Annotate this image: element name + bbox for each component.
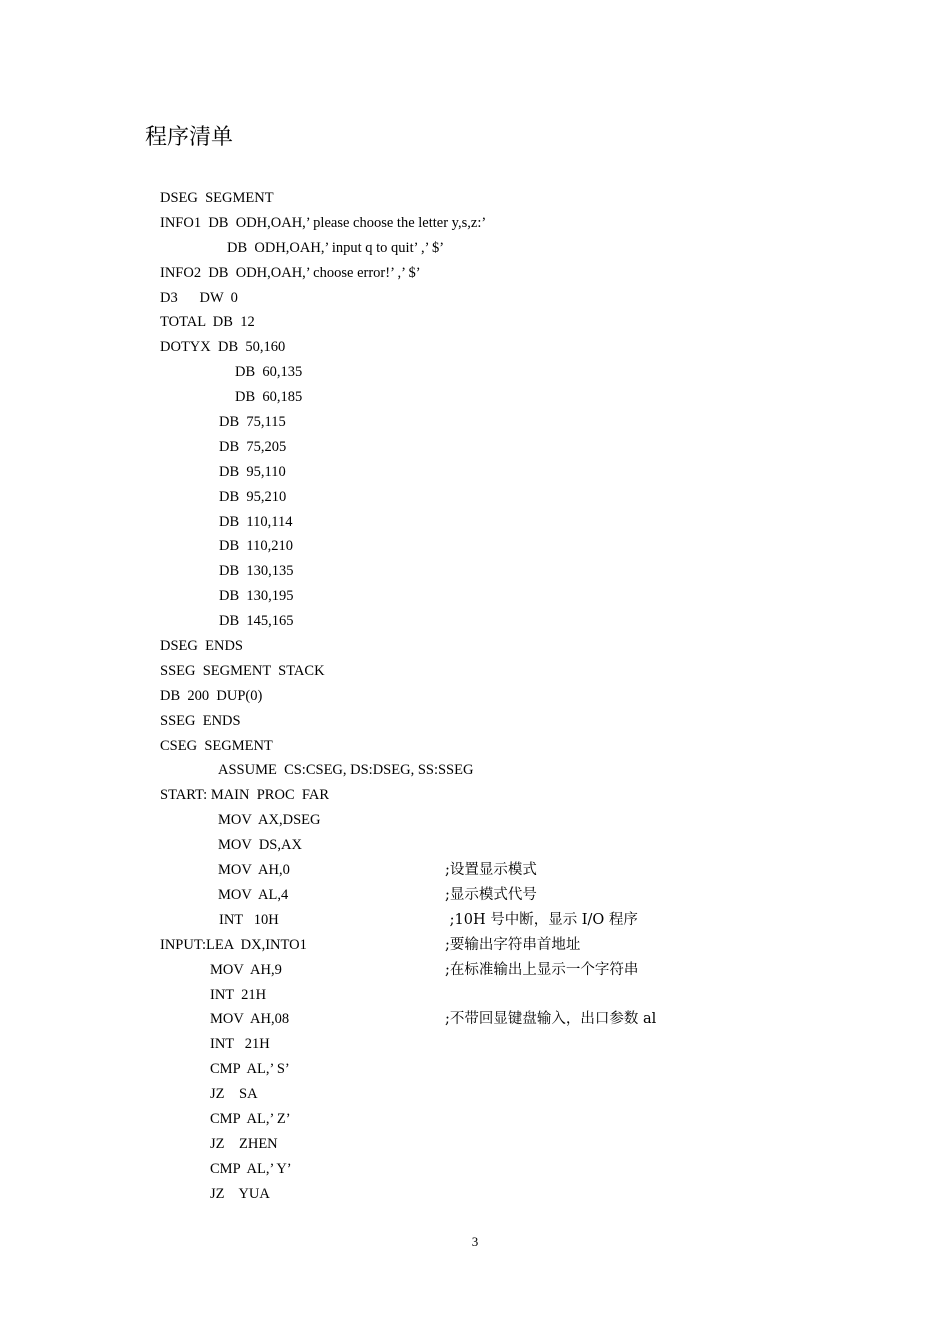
code-line: [160, 883, 860, 908]
code-text: DB 130,195: [219, 588, 294, 605]
code-text: CMP AL,’ S’: [210, 1061, 290, 1078]
code-text: DSEG SEGMENT: [160, 190, 274, 206]
code-text: DB 110,210: [219, 538, 293, 555]
code-text: ASSUME CS:CSEG, DS:DSEG, SS:SSEG: [218, 762, 474, 779]
code-line: [160, 460, 860, 485]
code-text: MOV AH,9: [210, 961, 282, 978]
page-number: 3: [471, 1234, 479, 1249]
code-text: START: MAIN PROC FAR: [160, 787, 329, 804]
code-line: [160, 983, 860, 1008]
code-text: DB 145,165: [219, 613, 294, 630]
code-line: [160, 310, 860, 335]
code-line: [160, 1082, 860, 1107]
code-text: CMP AL,’ Z’: [210, 1110, 291, 1127]
code-text: JZ YUA: [210, 1185, 270, 1202]
code-text: INFO2 DB ODH,OAH,’ choose error!’ ,’ $’: [160, 264, 421, 281]
code-text: MOV AL,4: [218, 886, 289, 903]
code-comment: ;要输出字符串首地址: [445, 936, 581, 953]
code-comment: ;显示模式代号: [445, 886, 537, 903]
code-text: DB 60,185: [235, 389, 303, 406]
code-line: [160, 1157, 860, 1182]
code-text: SSEG ENDS: [160, 712, 241, 729]
code-line: [160, 559, 860, 584]
code-line: [160, 435, 860, 460]
code-line: [160, 933, 860, 958]
code-text: DB 95,110: [219, 463, 286, 480]
code-text: JZ SA: [210, 1086, 258, 1103]
code-text: DB 200 DUP(0): [160, 687, 263, 704]
code-comment: ;不带回显键盘输入，出口参数 al: [445, 1011, 657, 1028]
code-line: [160, 684, 860, 709]
code-text: DOTYX DB 50,160: [160, 339, 286, 356]
code-text: INT 10H: [219, 911, 279, 928]
code-line: [160, 410, 860, 435]
code-text: INT 21H: [210, 1036, 270, 1053]
code-text: CSEG SEGMENT: [160, 737, 273, 754]
code-line: [160, 833, 860, 858]
code-line: [160, 709, 860, 734]
code-text: INPUT:LEA DX,INTO1: [160, 936, 307, 953]
code-line: [160, 1182, 860, 1207]
code-line: [160, 808, 860, 833]
code-comment: ;设置显示模式: [445, 862, 537, 879]
code-line: [160, 734, 860, 759]
code-line: [160, 1107, 860, 1132]
code-line: [160, 335, 860, 360]
code-line: [160, 186, 860, 211]
code-line: [160, 261, 860, 286]
code-line: [160, 958, 860, 983]
code-line: [160, 236, 860, 261]
code-line: [160, 534, 860, 559]
code-text: SSEG SEGMENT STACK: [160, 662, 325, 679]
code-text: INFO1 DB ODH,OAH,’ please choose the letter y,s,z:’: [160, 214, 487, 231]
code-line: [160, 485, 860, 510]
code-text: INT 21H: [210, 986, 267, 1003]
code-line: [160, 1057, 860, 1082]
code-text: MOV AH,08: [210, 1011, 290, 1028]
code-line: [160, 908, 860, 933]
code-text: DB 60,135: [235, 364, 303, 381]
code-text: MOV AH,0: [218, 862, 290, 879]
code-text: JZ ZHEN: [210, 1135, 278, 1152]
code-text: DB 95,210: [219, 488, 287, 505]
code-text: DB 75,205: [219, 438, 287, 455]
code-text: CMP AL,’ Y’: [210, 1160, 292, 1177]
code-line: [160, 634, 860, 659]
code-line: [160, 758, 860, 783]
code-text: DSEG ENDS: [160, 638, 243, 655]
code-line: [160, 211, 860, 236]
code-text: DB 75,115: [219, 414, 286, 431]
code-line: [160, 858, 860, 883]
code-line: [160, 1132, 860, 1157]
code-line: [160, 360, 860, 385]
code-text: MOV AX,DSEG: [218, 812, 321, 829]
page-title: 程序清单: [145, 125, 234, 150]
code-line: [160, 659, 860, 684]
code-text: MOV DS,AX: [218, 837, 302, 854]
code-text: D3 DW 0: [160, 289, 238, 306]
code-line: [160, 1032, 860, 1057]
code-listing: [160, 186, 860, 1207]
code-line: [160, 286, 860, 311]
code-line: [160, 1007, 860, 1032]
code-comment: ;10H 号中断，显示 I/O 程序: [445, 911, 638, 928]
code-text: TOTAL DB 12: [160, 314, 255, 331]
code-comment: ;在标准输出上显示一个字符串: [445, 961, 639, 978]
code-line: [160, 783, 860, 808]
code-text: DB 110,114: [219, 513, 293, 530]
code-text: DB 130,135: [219, 563, 294, 580]
code-text: DB ODH,OAH,’ input q to quit’ ,’ $’: [227, 239, 445, 256]
code-line: [160, 385, 860, 410]
code-line: [160, 510, 860, 535]
code-line: [160, 609, 860, 634]
code-line: [160, 584, 860, 609]
